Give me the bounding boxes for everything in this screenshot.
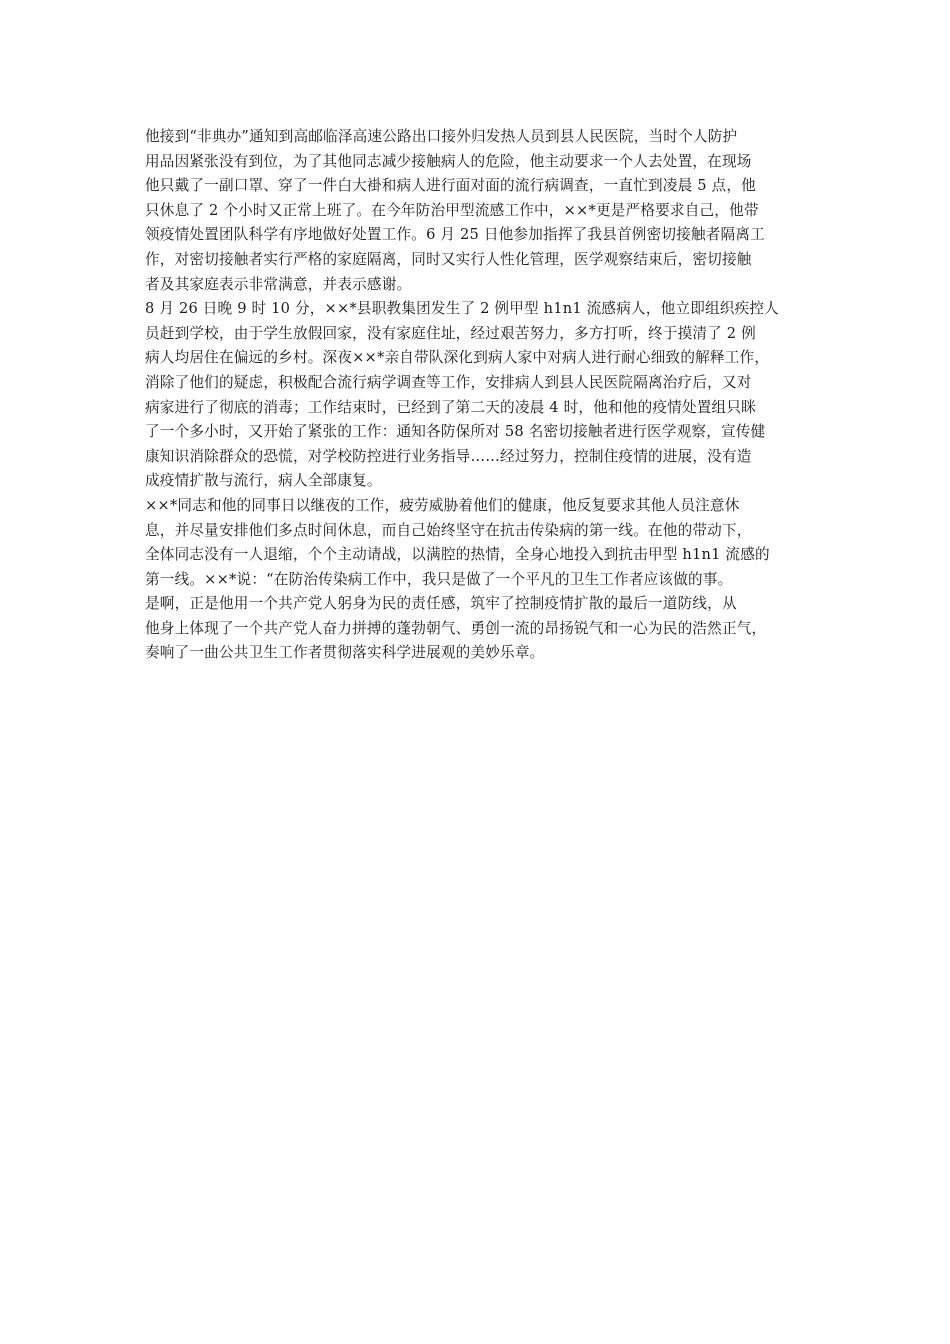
text-line: 消除了他们的疑虑，积极配合流行病学调查等工作，安排病人到县人民医院隔离治疗后，又对 (145, 373, 752, 391)
text-line: ××*同志和他的同事日以继夜的工作，疲劳威胁着他们的健康，他反复要求其他人员注意休 (145, 496, 740, 514)
paragraph-4 (145, 592, 820, 666)
text-line: 他只戴了一副口罩、穿了一件白大褂和病人进行面对面的流行病调查，一直忙到凌晨 5 点，他 (145, 177, 756, 195)
text-line: 是啊，正是他用一个共产党人躬身为民的责任感，筑牢了控制疫情扩散的最后一道防线，从 (145, 595, 737, 613)
text-line: 成疫情扩散与流行，病人全部康复。 (145, 472, 382, 490)
text-line: 员赶到学校，由于学生放假回家，没有家庭住址，经过艰苦努力，多方打听，终于摸清了 2 例 (145, 324, 756, 342)
text-line: 作，对密切接触者实行严格的家庭隔离，同时又实行人性化管理，医学观察结束后，密切接触 (145, 250, 752, 268)
text-line: 病家进行了彻底的消毒；工作结束时，已经到了第二天的凌晨 4 时，他和他的疫情处置组只眯 (145, 398, 756, 416)
paragraph-1 (145, 125, 820, 297)
text-line: 了一个多小时，又开始了紧张的工作：通知各防保所对 58 名密切接触者进行医学观察，宣传健 (145, 423, 766, 441)
text-line: 用品因紧张没有到位，为了其他同志减少接触病人的危险，他主动要求一个人去处置，在现场 (145, 152, 752, 170)
text-line: 8 月 26 日晚 9 时 10 分，××*县职教集团发生了 2 例甲型 h1n1 流感病人，他立即组织疾控人 (145, 300, 779, 318)
paragraph-2 (145, 297, 820, 494)
text-line: 他接到“非典办”通知到高邮临泽高速公路出口接外归发热人员到县人民医院，当时个人防护 (145, 128, 738, 145)
text-line: 他身上体现了一个共产党人奋力拼搏的蓬勃朝气、勇创一流的昂扬锐气和一心为民的浩然正气， (145, 619, 767, 637)
text-line: 康知识消除群众的恐慌，对学校防控进行业务指导……经过努力，控制住疫情的进展，没有造 (145, 447, 752, 465)
text-line: 领疫情处置团队科学有序地做好处置工作。6 月 25 日他参加指挥了我县首例密切接触者隔离工 (145, 226, 765, 244)
text-line: 病人均居住在偏远的乡村。深夜××*亲自带队深化到病人家中对病人进行耐心细致的解释工作， (145, 349, 770, 367)
text-line: 第一线。××*说：“在防治传染病工作中，我只是做了一个平凡的卫生工作者应该做的事。 (145, 570, 733, 588)
paragraph-3 (145, 494, 820, 592)
text-line: 奏响了一曲公共卫生工作者贯彻落实科学进展观的美妙乐章。 (145, 644, 545, 662)
text-line: 全体同志没有一人退缩，个个主动请战，以满腔的热情，全身心地投入到抗击甲型 h1n1 流感的 (145, 546, 770, 564)
text-line: 者及其家庭表示非常满意，并表示感谢。 (145, 275, 412, 293)
text-line: 只休息了 2 个小时又正常上班了。在今年防治甲型流感工作中，××*更是严格要求自己，他带 (145, 201, 759, 219)
document-body (145, 125, 820, 666)
text-line: 息，并尽量安排他们多点时间休息，而自己始终坚守在抗击传染病的第一线。在他的带动下， (145, 521, 752, 539)
